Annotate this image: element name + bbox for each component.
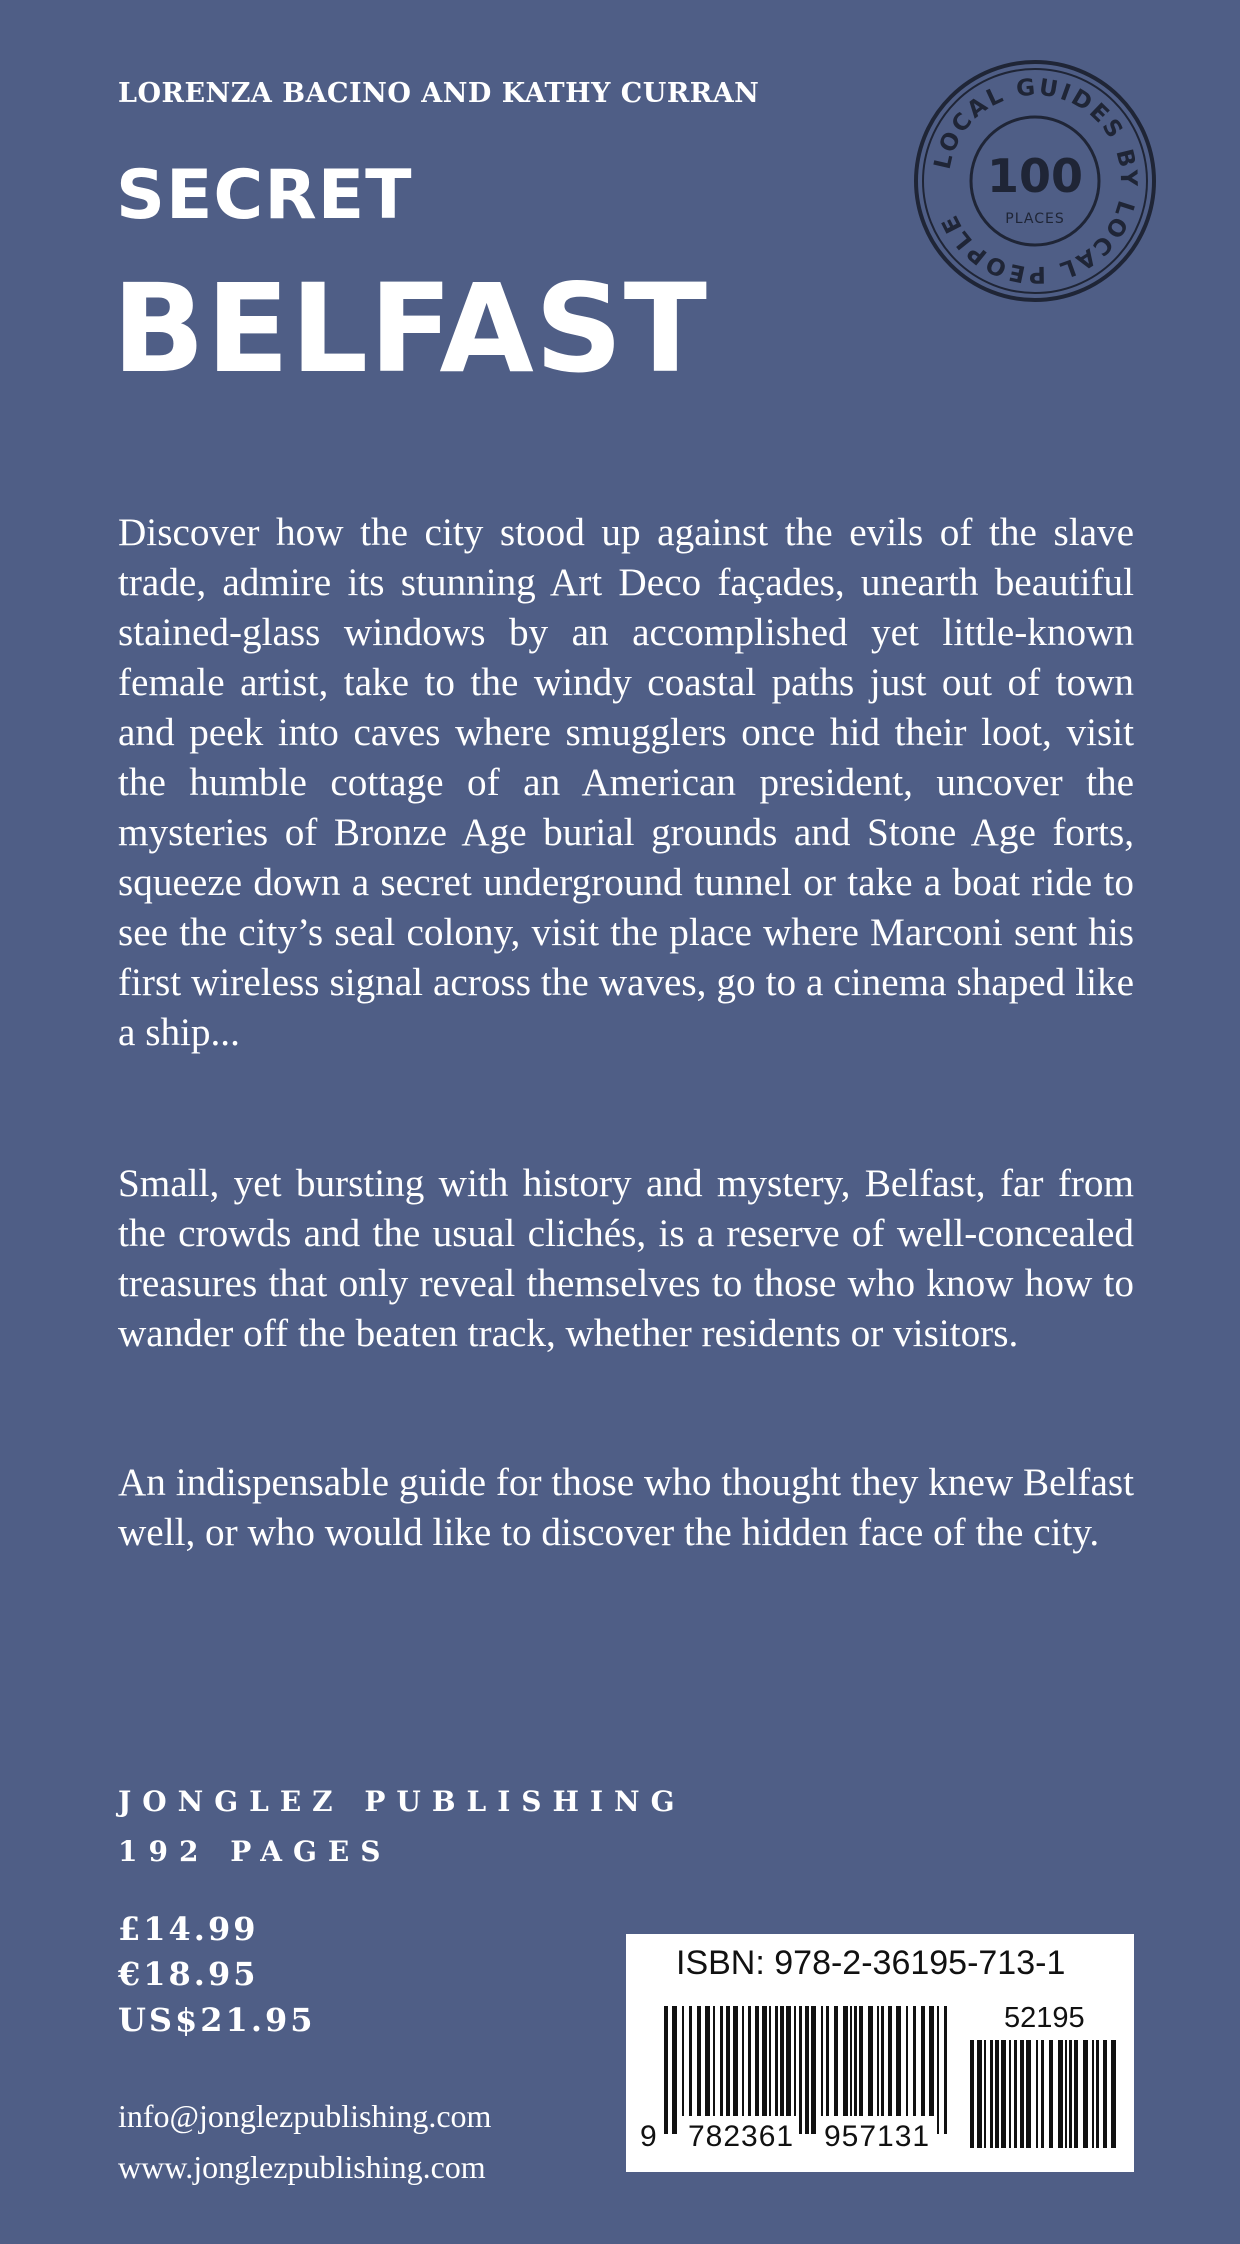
- barcode-bar: [762, 2006, 767, 2116]
- barcode-bar: [1069, 2040, 1072, 2148]
- barcode-bar: [826, 2006, 829, 2116]
- price-gbp: £14.99: [118, 1910, 259, 1948]
- barcode-bar: [755, 2006, 759, 2116]
- contact-website[interactable]: www.jonglezpublishing.com: [118, 2149, 486, 2185]
- barcode-addon-number: 52195: [1004, 2002, 1085, 2034]
- barcode-bar: [1096, 2040, 1099, 2148]
- barcode-bar: [859, 2006, 863, 2116]
- barcode-bar: [977, 2040, 982, 2148]
- barcode-bar: [1009, 2040, 1011, 2148]
- local-guides-stamp-icon: [912, 58, 1158, 304]
- page-count: 192 PAGES: [118, 1835, 392, 1868]
- barcode-left-digits: 782361: [688, 2120, 795, 2153]
- barcode-bar: [682, 2006, 684, 2116]
- price-usd: US$21.95: [118, 2001, 316, 2039]
- author-names: LORENZA BACINO AND KATHY CURRAN: [118, 78, 760, 109]
- barcode-bar: [799, 2006, 802, 2134]
- title-belfast: BELFAST: [112, 258, 708, 400]
- barcode-bar: [705, 2006, 710, 2116]
- barcode-bar: [672, 2006, 677, 2134]
- price-eur: €18.95: [118, 1955, 259, 1993]
- barcode-bar: [726, 2006, 730, 2116]
- barcode-bar: [1111, 2040, 1116, 2148]
- barcode-first-digit: 9: [640, 2120, 657, 2153]
- barcode-bar: [664, 2006, 668, 2134]
- barcode-bar: [1049, 2040, 1053, 2148]
- barcode-bar: [1092, 2040, 1094, 2148]
- barcode-bar: [805, 2006, 809, 2134]
- barcode-bar: [888, 2006, 892, 2116]
- barcode-bar: [1074, 2040, 1078, 2148]
- barcode-bar: [854, 2006, 857, 2116]
- barcode-bar: [877, 2006, 879, 2116]
- barcode-bar: [921, 2006, 925, 2116]
- barcode-bar: [984, 2040, 986, 2148]
- stamp-number: 100: [986, 149, 1084, 203]
- barcode-bar: [896, 2006, 901, 2116]
- barcode-bar: [1058, 2040, 1063, 2148]
- barcode-bar: [748, 2006, 751, 2116]
- barcode-bar: [1103, 2040, 1107, 2148]
- barcode-bar: [689, 2006, 692, 2116]
- barcode-bar: [868, 2006, 873, 2116]
- stamp-label: PLACES: [1005, 211, 1065, 227]
- description-paragraph: Small, yet bursting with history and mystery, Belfast, far from the crowds and the usual clichés, is a reserve of well-concealed treasures that only reveal themselves to those who know how to wander off the beaten track, whether residents or visitors.: [118, 1162, 1134, 1355]
- barcode-bar: [1026, 2040, 1031, 2148]
- description-paragraph: Discover how the city stood up against the evils of the slave trade, admire its stunning Art Deco façades, unearth beautiful stained-glass windows by an accomplished yet little-known female artist, take to the windy coastal paths just out of town and peek into caves where smugglers once hid their loot, visit the humble cottage of an American president, uncover the mysteries of Bronze Age burial grounds and Stone Age forts, squeeze down a secret underground tunnel or take a boat ride to see the city’s seal colony, visit the place where Marconi sent his first wireless signal across the waves, go to a cinema shaped like a ship...: [118, 511, 1134, 1054]
- barcode-bar: [1083, 2040, 1088, 2148]
- barcode-bar: [733, 2006, 738, 2116]
- barcode-bar: [821, 2006, 823, 2116]
- publisher-name: JONGLEZ PUBLISHING: [118, 1785, 686, 1818]
- isbn-label: ISBN: 978-2-36195-713-1: [676, 1944, 1066, 1982]
- barcode-bar: [1014, 2040, 1017, 2148]
- barcode-bar: [1020, 2040, 1024, 2148]
- barcode-bar: [937, 2006, 939, 2134]
- contact-email[interactable]: info@jonglezpublishing.com: [118, 2098, 492, 2134]
- title-secret: SECRET: [116, 156, 413, 235]
- barcode-bar: [834, 2006, 838, 2116]
- barcode-bar: [780, 2006, 784, 2116]
- barcode-bar: [697, 2006, 701, 2116]
- barcode-bar: [786, 2006, 791, 2116]
- barcode-bar: [713, 2006, 715, 2116]
- barcode-bar: [1001, 2040, 1006, 2148]
- barcode-bar: [913, 2006, 916, 2116]
- barcode-bar: [775, 2006, 778, 2116]
- stamp-ring-text: LOCAL GUIDES BY LOCAL PEOPLE: [929, 74, 1142, 288]
- barcode-bar: [720, 2006, 723, 2116]
- barcode-bar: [995, 2040, 999, 2148]
- description-paragraph: An indispensable guide for those who thought they knew Belfast well, or who would like to discover the hidden face of the city.: [118, 1461, 1134, 1554]
- barcode-panel: [626, 1934, 1134, 2172]
- barcode-bar: [742, 2006, 744, 2116]
- barcode-bar: [843, 2006, 848, 2116]
- barcode-bar: [929, 2006, 934, 2116]
- barcode-bar: [811, 2006, 816, 2134]
- barcode-bar: [990, 2040, 993, 2148]
- barcode-bar: [1041, 2040, 1044, 2148]
- barcode-bar: [1065, 2040, 1067, 2148]
- barcode-bar: [944, 2006, 947, 2134]
- barcode-bar: [1036, 2040, 1038, 2148]
- barcode-right-digits: 957131: [824, 2120, 931, 2153]
- barcode-bar: [906, 2006, 908, 2116]
- barcode-bar: [769, 2006, 771, 2116]
- barcode-bar: [794, 2006, 796, 2116]
- barcode-bar: [850, 2006, 852, 2116]
- barcode-bar: [881, 2006, 884, 2116]
- barcode-bar: [970, 2040, 974, 2148]
